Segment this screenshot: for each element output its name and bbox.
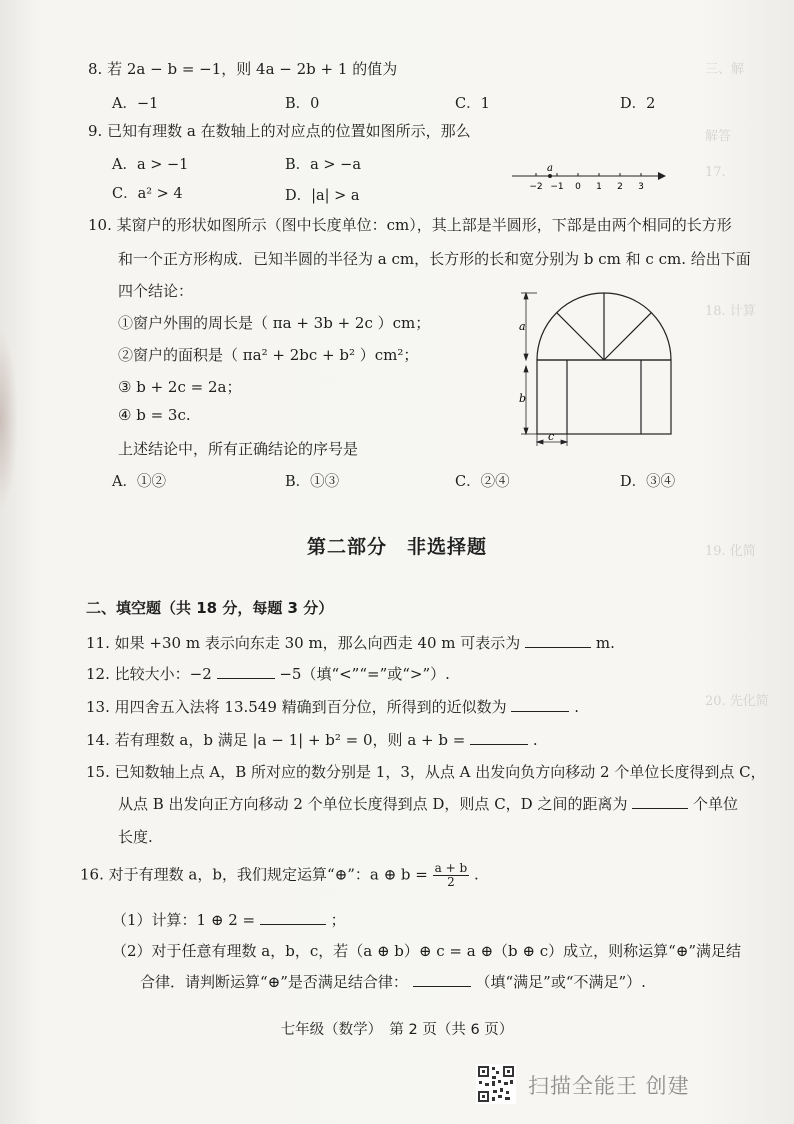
- q10-window-figure: [516, 286, 716, 456]
- q10-figure-label-c: c: [548, 430, 555, 443]
- q15-answer-blank[interactable]: [632, 794, 688, 809]
- bleed-through-text: 19. 化简: [705, 544, 756, 559]
- q16-fraction: [433, 862, 470, 889]
- q16-part-2-text: 合律．请判断运算“⊕”是否满足结合律：: [140, 973, 408, 991]
- q11: [86, 632, 615, 653]
- q9-option-c: C．a² > 4: [112, 186, 183, 202]
- q15-text-1: 已知数轴上点 A，B 所对应的数分别是 1，3，从点 A 出发向负方向移动 2 个单位长度得到点 C，: [114, 763, 766, 781]
- q10-option-b: B．①③: [285, 474, 340, 490]
- q9-option-a: A．a > −1: [112, 157, 189, 173]
- q16-part-1: [112, 909, 346, 930]
- q8-option-d: D．2: [620, 96, 656, 112]
- q8-stem-text: 若 2a − b = −1，则 4a − 2b + 1 的值为: [107, 60, 398, 78]
- section2-heading: 二、填空题（共 18 分，每题 3 分）: [86, 599, 334, 617]
- q8-option-b: B．0: [285, 96, 320, 112]
- q16-part-2-text-after: （填“满足”或“不满足”）.: [475, 973, 646, 991]
- q11-unit: m.: [595, 634, 615, 652]
- bleed-through-text: 三、解: [705, 62, 745, 77]
- q15-line-1: [86, 761, 766, 782]
- q10-option-a: A．①②: [112, 474, 166, 490]
- q9-number-line-tick-label: 3: [638, 182, 644, 192]
- q12-number: 12.: [86, 665, 110, 683]
- q8-option-a: A．−1: [112, 96, 159, 112]
- q10-figure-label-b: b: [519, 392, 527, 405]
- q9-stem: [88, 120, 471, 141]
- q14: [86, 729, 538, 750]
- q9-number-line-tick-label: 2: [617, 182, 623, 192]
- q13-text: 用四舍五入法将 13.549 精确到百分位，所得到的近似数为: [114, 698, 507, 716]
- q10-stem-text-1: 某窗户的形状如图所示（图中长度单位：cm），其上部是半圆形，下部是由两个相同的长方形: [116, 216, 732, 234]
- q15-number: 15.: [86, 763, 110, 781]
- q16-part-2-line-1: （2）对于任意有理数 a，b，c，若（a ⊕ b）⊕ c = a ⊕（b ⊕ c）成立，则称运算“⊕”满足结: [112, 942, 742, 960]
- q13-answer-blank[interactable]: [511, 697, 569, 712]
- q16-part-1-semicolon: ；: [330, 911, 346, 929]
- q9-number-line-tick-label: −1: [550, 182, 564, 192]
- q9-number-line-tick-label: 1: [596, 182, 602, 192]
- q16-part-1-answer-blank[interactable]: [260, 910, 326, 925]
- q10-conclusion-3: ③ b + 2c = 2a；: [118, 378, 242, 396]
- q9-option-d: D．|a| > a: [285, 188, 360, 204]
- q16-stem-period: .: [473, 865, 479, 884]
- bleed-through-text: 解答: [705, 129, 732, 144]
- qr-code-icon: [476, 1064, 516, 1104]
- q11-number: 11.: [86, 634, 110, 652]
- q12-answer-blank[interactable]: [217, 664, 275, 679]
- q14-text: 若有理数 a，b 满足 |a − 1| + b² = 0，则 a + b =: [114, 731, 466, 749]
- q9-stem-text: 已知有理数 a 在数轴上的对应点的位置如图所示，那么: [107, 122, 471, 140]
- q16-stem: [80, 862, 479, 889]
- q10-option-d: D．③④: [620, 474, 676, 490]
- q10-conclusion-4: ④ b = 3c.: [118, 406, 191, 424]
- q10-stem-line-2: 和一个正方形构成．已知半圆的半径为 a cm，长方形的长和宽分别为 b cm 和 c cm. 给出下面: [118, 250, 751, 268]
- q8-option-c: C．1: [455, 96, 490, 112]
- bleed-through-text: 18. 计算: [705, 304, 756, 319]
- q10-figure-label-a: a: [519, 320, 526, 333]
- q9-option-b: B．a > −a: [285, 157, 361, 173]
- q16-part-2-line-2: [140, 971, 646, 992]
- q15-text-2: 从点 B 出发向正方向移动 2 个单位长度得到点 D，则点 C，D 之间的距离为: [118, 795, 628, 813]
- q16-part-2-answer-blank[interactable]: [413, 972, 471, 987]
- q16-number: 16.: [80, 865, 104, 884]
- q9-number-line-tick-label: 0: [575, 182, 581, 192]
- q9-number-line: [508, 160, 668, 196]
- part2-title: 第二部分 非选择题: [306, 536, 487, 558]
- scanner-watermark: 扫描全能王 创建: [528, 1074, 690, 1098]
- q9-point-a: [548, 174, 552, 178]
- q10-question: 上述结论中，所有正确结论的序号是: [118, 440, 359, 458]
- q12-text-after: −5（填“<”“=”或“>”）.: [279, 665, 450, 683]
- q14-period: .: [532, 731, 538, 749]
- q15-text-2-after: 个单位: [693, 795, 739, 813]
- q9-number-line-tick-label: −2: [529, 182, 543, 192]
- bleed-through-text: 20. 先化简: [705, 694, 769, 709]
- q8-stem: [88, 58, 397, 79]
- q14-answer-blank[interactable]: [470, 730, 528, 745]
- q16-fraction-denominator: 2: [447, 875, 455, 889]
- bleed-through-text: 17.: [705, 165, 726, 180]
- q14-number: 14.: [86, 731, 110, 749]
- q16-stem-text: 对于有理数 a，b，我们规定运算“⊕”：a ⊕ b =: [108, 865, 428, 884]
- q10-option-c: C．②④: [455, 474, 510, 490]
- q12: [86, 663, 450, 684]
- q9-point-a-label: a: [547, 163, 553, 174]
- page-edge-shadow: [0, 330, 18, 510]
- q10-conclusion-2: ②窗户的面积是（ πa² + 2bc + b² ）cm²；: [118, 346, 419, 364]
- q10-stem-line-1: [88, 214, 732, 235]
- q16-fraction-numerator: a + b: [434, 861, 468, 875]
- q10-stem-line-3: 四个结论：: [118, 282, 194, 300]
- q11-answer-blank[interactable]: [525, 633, 591, 648]
- q10-conclusion-1: ①窗户外围的周长是（ πa + 3b + 2c ）cm；: [118, 314, 431, 332]
- q15-line-2: [118, 793, 738, 814]
- q12-text: 比较大小：−2: [114, 665, 212, 683]
- q11-text: 如果 +30 m 表示向东走 30 m，那么向西走 40 m 可表示为: [114, 634, 521, 652]
- q8-number: 8.: [88, 60, 103, 78]
- page-footer: 七年级（数学） 第 2 页（共 6 页）: [280, 1022, 514, 1038]
- q13: [86, 696, 579, 717]
- q10-number: 10.: [88, 216, 112, 234]
- q16-part-1-text: （1）计算：1 ⊕ 2 =: [112, 911, 256, 929]
- q13-number: 13.: [86, 698, 110, 716]
- q13-period: .: [574, 698, 580, 716]
- q15-line-3: 长度.: [118, 828, 153, 846]
- q9-number: 9.: [88, 122, 103, 140]
